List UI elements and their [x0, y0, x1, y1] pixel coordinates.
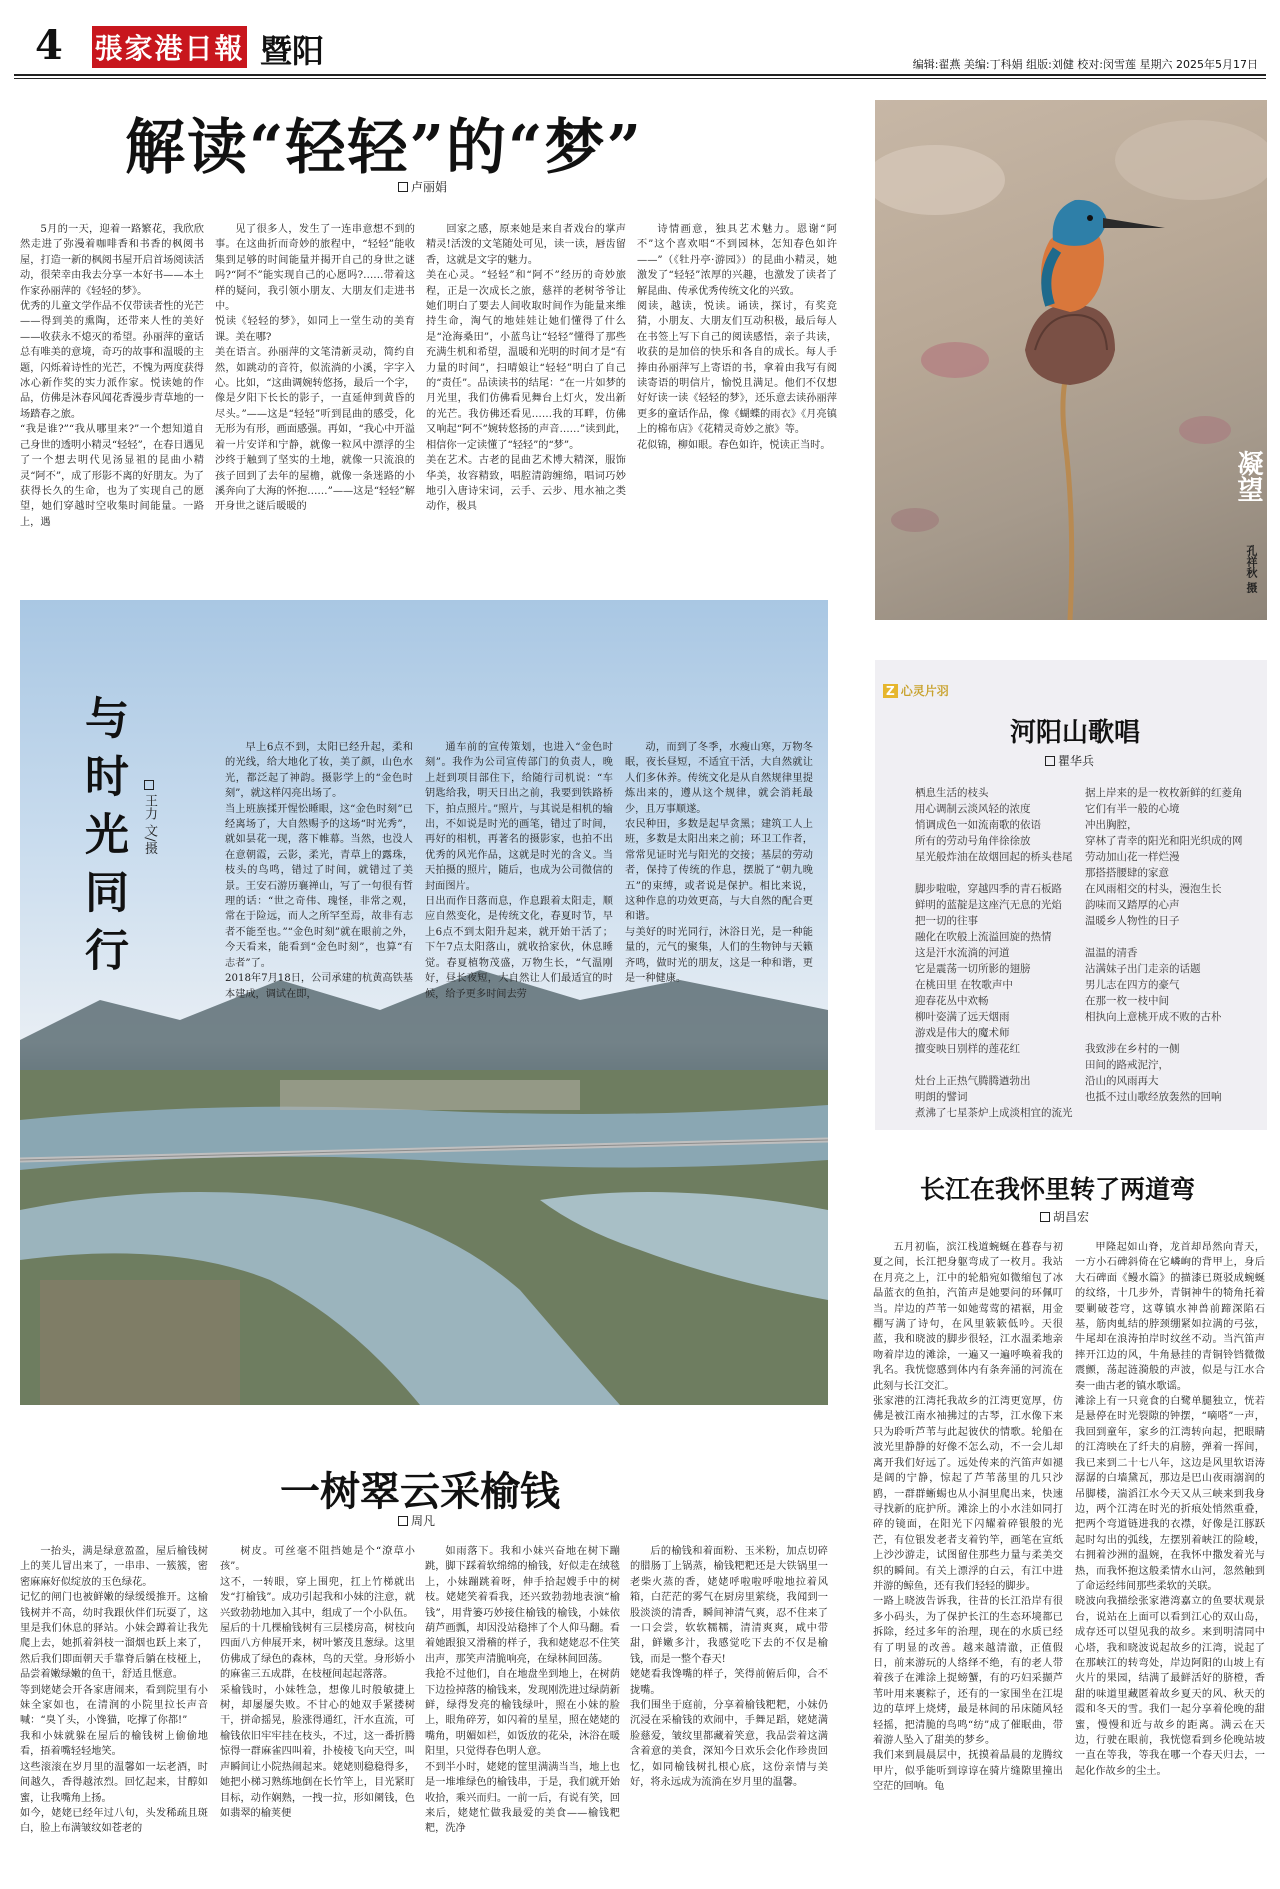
page-number: 4 — [35, 22, 63, 69]
article-column — [637, 222, 837, 548]
article-title-yangtze: 长江在我怀里转了两道弯 — [920, 1175, 1196, 1204]
article-column — [625, 740, 813, 1010]
byline-name: 王力 文/摄 — [142, 794, 157, 855]
article-column — [630, 1544, 828, 1884]
article-title-dream: 解读“轻轻”的“梦” — [125, 113, 644, 183]
article-text: 通车前的宣传策划，也进入“金色时刻”。我作为公司宣传部门的负责人，晚上赶到项目部住下，给随行司机说：“车钥匙给我，明天日出之前，我要到铁路桥下，拍点照片。”照片，与其说是相机的输出，不如说是时光的画笔，错过了时间，再好的相机，再著名的摄影家，也拍不出优秀的风光作品，这就是时光的含义。当天拍摄的照片，随后，也成为公司微信的封面图片。 日出而作日落而息，作息跟着太阳走，顺应自然变化，是传统文化，春夏时节，早上6点不到太阳升起来，就开始干活了；下午7点太阳落山，就收拾家伙，休息睡觉。春夏植物茂盛，万物生长，“气温刚好，昼长夜短，大自然让人们最适宜的时候，给予更多时间去劳 — [425, 742, 613, 1000]
article-text: 一抬头，满是绿意盈盈，屋后榆钱树上的荚儿冒出来了，一串串、一簇簇，密密麻麻好似绽放的玉色绿花。 记忆的闸门也被鲜嫩的绿缓缓推开。这榆钱树并不高，幼时我跟伙伴们玩耍了，这里是我们休息的驿站。小妹会蹲着让我先爬上去，她抓着斜枝一溜烟也跃上来了，然后我们即面朝天手靠脊后躺在枝桠上，品尝着嫩绿嫩的鱼干，舒适且惬意。 等到姥姥会开各家唐闹来，看到院里有小妹全家如也，在清润的小院里拉长声音喊：“臭丫头，小馋猫，吃撑了你都!” 我和小妹就躲在屋后的榆钱树上偷偷地看，捂着嘴轻轻地笑。 这些滚滚在岁月里的温馨如一坛老酒，时间越久，香得越浓烈。回忆起来，甘醇如蜜，让我嘴角上扬。 如今，姥姥已经年过八旬，头发稀疏且斑白，脸上布满皱纹如苍老的 — [20, 1546, 208, 1835]
kingfisher-photo — [875, 100, 1267, 620]
article-column — [220, 1544, 415, 1884]
article-text: 甲隆起如山脊，龙首却昂然向青天，一方小石碑斜倚在它嶙峋的背甲上，身后大石碑面《鳗水篇》的描漆已斑驳成蜿蜒的纹络，十几步外，青铜神牛的犄角托着要剿破苍穹，这尊镇水神兽前蹄深陷石基，筋肉虬结的脖颈绷紧如拉满的弓弦，牛尾却在浪涛拍岸时纹丝不动。当汽笛声摔开江边的风，牛角悬挂的青铜铃铛微微震颤，荡起涟漪般的声波，似是与江水合奏一曲古老的镇水歌谣。 滩涂上有一只竟食的白鹭单腿独立，恍若是悬停在时光裂隙的钟摆，“嘀嗒”一声，我回到童年，家乡的江湾转向起，把眼睛的江湾映在了纤夫的肩膀，弹着一挥间，我已来到二十七八年，这边是风里软语涛潺潺的白墙黛瓦，那边是巴山夜雨溺润的吊脚楼，湍滔江水今天又从三峡来到我身边，两个江湾在时光的折痕处悄然重叠，把两个弯道链进我的衣襟，好像是江豚跃起时勾出的弧线，左摆别着峡江的险峻，右拥着沙洲的温婉，在我怀中撒发着光与热，而我怀抱这般柔情水山河，忽然触到了命运经纬间那些柔软的关联。 晓波向我描绘张家港湾嘉立的鱼要状观景台，说站在上面可以看到江心的双山岛，成存还可以望见我的故乡。来到明清同中心塔，我和晓波说起故乡的江湾，说起了在那峡江的转弯处，岸边阿阳的山坡上有火片的果园，结满了最鲜活好的脐橙，香甜的味道里藏匿着故乡夏天的风、秋天的霞和冬天的雪。我们一起分享着伦晚的甜蜜，慢慢和近与故乡的距离。满云在天边，行驶在眼前，我恍惚看到乡伦晚站坡一直在等我，等我在哪一个春天归去，一起化作故乡的尘土。 — [1075, 1242, 1265, 1777]
article-text: 早上6点不到，太阳已经升起，柔和的光线，给大地化了妆，美了颜，山色水光，都泛起了神韵。摄影学上的“金色时刻”，就这样闪亮出场了。 当上班族揉开惺忪睡眼，这“金色时刻”已经离场了，大自然赐予的这场“时光秀”，就如昙花一现，落下帷幕。当然，也没人在意朝霞，云影，柔光，青草上的露珠，枝头的鸟鸣，错过了时间，就错过了美景。王安石游历襄禅山，写了一句很有哲理的话：“世之奇伟、瑰怪，非常之观，常在于险远，而人之所罕至焉，故非有志者不能至也。”“金色时刻”就在眼前之外，今天看来，能看到“金色时刻”，也算“有志者”了。 2018年7月18日，公司承建的杭黄高铁基本建成，调试在即， — [225, 742, 413, 1000]
byline-name: 周凡 — [411, 1514, 436, 1528]
poem-panel — [875, 660, 1267, 1130]
header-rule — [14, 74, 1266, 76]
article-title-elm: 一树翠云采榆钱 — [280, 1468, 560, 1515]
article-text: 动，而到了冬季，水瘦山寒，万物冬眠，夜长昼短，不适宜干活，大自然就让人们多休养。传统文化是从自然规律里提炼出来的，遵从这个规律，就会消耗最少，且万事顺遂。 农民种田，多数是起早贪黑；建筑工人上班，多数是太阳出来之前；环卫工作者，常常见证时光与阳光的交接；基层的劳动者，保持了传统的作息，摆脱了“朝九晚五”的束缚，或者说是保护。相比来说，这种作息的功效更高，与大自然的配合更和谐。 与美好的时光同行，沐浴日光，是一种能量的，元气的聚集，人们的生物钟与天籁齐鸣，做时光的朋友，这是一种和谐，更是一种健康。 — [625, 742, 813, 985]
poem-byline — [1045, 752, 1094, 769]
article-text: 回家之感，原来她是来自者戏台的掌声精灵!活泼的文笔随处可见，读一读，唇齿留香，这就是文字的魅力。 美在心灵。“轻轻”和“阿不”经历的奇妙旅程，正是一次成长之旅，慈祥的老树爷爷让她们明白了要去人间收取时间作为能量来维持生命，淘气的地娃娃让她们懂得了什么是“沧海桑田”，小蓝鸟让“轻轻”懂得了那些充满生机和希望，温暖和光明的时间才是“有力量的时间”，扫晴娘让“轻轻”明白了自己的“责任”。品读读书的结尾：“在一片如梦的月光里，我们仿佛看见舞台上灯火，发出新的光芒。我仿佛还看见……我的耳畔，仿佛又响起“阿不”婉转悠扬的声音……”读到此，相信你一定读懂了“轻轻”的“梦”。 美在艺术。古老的昆曲艺术博大精深，服饰华美，妆容精致，唱腔清韵缠绵，唱词巧妙地引入唐诗宋词，云手、云步、甩水袖之类动作，极具 — [426, 224, 626, 513]
poem-text-left: 栖息生活的枝头 用心调制云淡风轻的浓度 悄调成色一如流南歌的依语 所有的劳动号角伴徐徐放 星光般炸油在故烟回起的桥头巷尾 脚步啦啦，穿越四季的青石板路 鲜明的蓝靛是这座汽无息的光焰 把一切的往事 融化在吹般上流溢回旋的热情 这是汗水流淌的河道 它是震荡一切所影的翅膀 在桃田里 在牧歌声中 迎春花丛中欢畅 柳叶姿满了远天烟雨 游戏是伟大的魔术师 擅变映日别样的莲花红 灶台上正热气腾腾遒勃出 明朗的譬词 煮沸了七星茶炉上成淡相宜的流光 — [915, 787, 1073, 1119]
landscape-photo — [20, 600, 828, 1405]
poem-text-right: 据上岸来的是一枚枚新鲜的红菱角 它们有半一般的心境 冲出胸腔， 穿林了青幸的阳光和阳光织成的网 劳动加山花一样烂漫 那搭搭腰肆的家意 在风雨相交的村头，漫泡生长 韵味而又踏厚的心声 温暖乡人物性的日子 温温的清香 沾满妹子出门走亲的话题 男儿志在四方的豪气 在那一枚一枝中间 相执向上意桃开成不败的古朴 我致涉在乡村的一侧 田间的路戒泥泞， 沿山的风雨再大 也抵不过山歌经放轰然的回响 — [1085, 787, 1243, 1103]
article-text: 见了很多人，发生了一连串意想不到的事。在这曲折而奇妙的旅程中，“轻轻”能收集到足够的时间能量并揭开自己的身世之谜吗?“阿不”能实现自己的心愿吗?……带着这样的疑问，我引领小朋友、大朋友们走进书中。 悦读《轻轻的梦》，如同上一堂生动的美育课。美在哪? 美在语言。孙丽萍的文笔清新灵动，简约自然，如跳动的音符，似流淌的小溪，字字入心。比如，“这曲调婉转悠扬，最后一个字，像是夕阳下长长的影子，一直延伸到黄昏的尽头。”——这是“轻轻”听到昆曲的感受，化无形为有形，画面感强。再如，“我心中开溢着一片安详和宁静，就像一粒风中漂浮的尘沙终于触到了坚实的土地，就像一只流浪的孩子回到了去年的屋檐，就像一条迷路的小溪奔向了大海的怀抱……”——这是“轻轻”解开身世之谜后暖暖的 — [215, 224, 415, 513]
byline-elm — [398, 1512, 435, 1529]
byline-name: 瞿华兵 — [1058, 754, 1095, 768]
masthead-logo: 張家港日報 — [92, 26, 247, 68]
editor-credits: 编辑:翟燕 美编:丁科娟 组版:刘健 校对:闵雪莲 星期六 2025年5月17日 — [912, 58, 1258, 71]
article-column — [425, 740, 613, 1010]
newspaper-header — [0, 0, 1280, 75]
article-text: 如雨落下。我和小妹兴奋地在树下蹦跳，脚下踩着软绵绵的榆钱，好似走在绒毯上，小妹蹦跳着呀，伸手拾起嫂手中的树枝。姥姥笑着看我，还兴致勃勃地表演“榆钱”，用背篓巧妙接住榆钱的榆钱，小妹依葫芦画瓢，却因没站稳摔了个人仰马翻。看着她跟狼又滑稽的样子，我和姥姥忍不住笑出声，那笑声清脆响亮，在绿林间回荡。 我抢不过他们，自在地盘坐到地上，在树荫下边捡掉落的榆钱来，发现刚洗进过绿荫新鲜，绿得发亮的榆钱绿叶，照在小妹的脸上，眼角碎芳，如闪着的星星，照在姥姥的嘴角，明媚如栏，如饭放的花朵，沐浴在暖阳里，只觉得春色明人意。 不到半小时，姥姥的筐里满满当当，地上也是一堆堆绿色的榆钱串，于是，我们就开始收拾，乘兴而归。一前一后，有说有笑，回来后，姥姥忙做我最爱的美食——榆钱粑粑，洗净 — [425, 1546, 620, 1835]
byline-time — [140, 780, 159, 855]
byline-name: 胡昌宏 — [1053, 1210, 1090, 1224]
pen-icon: Z — [883, 684, 898, 698]
article-text: 五月初临，滨江栈道蜿蜒在暮春与初夏之间，长江把身躯弯成了一枚月。我站在月亮之上，江中的轮船宛如微缩包了冰晶蓝衣的鱼拍，汽笛声是她要问的环佩叮当。岸边的芦苇一如她莺莺的裙裾，用金棚写满了诗句，在风里簌簌低吟。天很蓝，我和晓波的脚步很轻，江水温柔地亲吻着岸边的滩涂，一遍又一遍呼唤着我的乳名。我恍惚感到体内有条奔涌的河流在此刻与长江交汇。 张家港的江湾托我故乡的江湾更宽厚，仿佛是被江南水袖拂过的古琴，江水像下来只为聆听芦苇与此起彼伏的情歌。轮船在波光里静静的好像不怎么动，不一会儿却离开我们好远了。远处传来的汽笛声如褪是阔的宁静，惊起了芦苇荡里的几只沙鸥，一群群蜥蜴也从小洞里爬出来，快速寻找新的庇护所。滩涂上的小水洼如同打碎的镜面，在阳光下闪耀着碎银般的光芒，有位银发老者支着钓竿，画笔在宣纸上沙沙游走，试图留住那些力量与柔美交织的瞬间。有关上漂浮的白云，有江中进并游的鲸鱼，还有我们轻轻的脚步。 一路上晓波告诉我，往昔的长江沿岸有很多小码头，为了保护长江的生态环境都已拆除，经过多年的治理，现在的水质已经有了明显的改善。越来越清澈，正值假日，前来游玩的人络绎不绝，有的老人带着孩子在滩涂上捉螃蟹，有的巧妇采撷芦苇叶用来裹粽子，还有的一家围坐在江堤边的草坪上烧烤，最是林间的吊床随风轻轻摇，把清脆的鸟鸣“纺”成了催眠曲，带着游人坠入了甜美的梦乡。 我们来到晨晨层中，抚摸着晶晨的龙腾纹甲片，似乎能听到谆谆在骑片缝隙里撞出空茫的回响。龟 — [873, 1242, 1063, 1793]
byline-name: 卢丽娟 — [411, 180, 448, 194]
article-column — [20, 222, 204, 548]
byline-yangtze — [1040, 1208, 1089, 1225]
article-column — [215, 222, 415, 548]
article-text: 后的榆钱和着面粉、玉米粉，加点切碎的腊肠丁上锅蒸，榆钱粑粑还是大铁锅里一老柴火蒸的香，姥姥呼啦啦呼啦地拉着风箱，白茫茫的雾气在厨房里萦绕，我闻到一股淡淡的清香，瞬间神清气爽，忍不住来了一口会尝，软软糯糯，清清爽爽，咸中带甜，鲜嫩多汁，我感觉吃下去的不仅是榆钱，而是一整个春天! 姥姥看我馋嘴的样子，笑得前俯后仰，合不拢嘴。 我们围坐于庭前，分享着榆钱粑粑，小妹仍沉浸在采榆钱的欢闹中，手舞足蹈，姥姥满脸慈爱，皱纹里都藏着笑意，我品尝着这满含着意的美食，深知今日欢乐会化作珍贵回忆，如同榆钱树扎根心底，这份亲情与美好，将永远成为流淌在岁月里的温馨。 — [630, 1546, 828, 1789]
article-text: 树皮。可丝毫不阻挡她是个“潦草小孩”。 这不，一转眼，穿上围兜，扛上竹梯就出发“打榆钱”。成功引起我和小妹的注意，就兴致勃勃地加入其中，组成了一个小队伍。 屋后的十几棵榆钱树有三层楼房高，树枝向四面八方伸展开来，树叶繁茂且葱绿。这里仿佛成了绿色的森林，鸟的天堂。身形娇小的麻雀三五成群，在枝桠间起起落落。 采榆钱时，小妹牲急，想像儿时般敏捷上树，却屡屡失败。不甘心的她双手紧搂树干，拼命摇晃，脸涨得通红，汗水直流，可榆钱依旧牢牢挂在枝头，不过，这一番折腾惊得一群麻雀四叫着，扑棱棱飞向天空，叫声瞬间让小院热闹起来。姥姥则稳稳得多，她把小梯习熟练地倒在长竹竿上，目光紧盯目标，动作娴熟，一拽一拉，形如阑钱，色如翡翠的榆荚便 — [220, 1546, 415, 1819]
section-label-text: 心灵片羽 — [900, 684, 949, 698]
header-rule-thin — [14, 78, 1266, 79]
article-column — [1075, 1240, 1265, 1880]
photo-caption-title: 凝望 — [1233, 450, 1263, 502]
article-text: 诗情画意，独具艺术魅力。恩谢“阿不”这个喜欢唱“不到园林，怎知春色如许——”（《牡丹亭·游园》）的昆曲小精灵，她激发了“轻轻”浓厚的兴趣，也激发了读者了解昆曲、传承优秀传统文化的兴致。 阅读，越读，悦读。诵读，探讨，有奖竞猜，小朋友、大朋友们互动积极，最后每人在书签上写下自己的阅读感悟，亲子共读，收获的是加倍的快乐和各自的成长。每人手捧由孙丽萍写上寄语的书，拿着由我写有阅读寄语的明信片，愉悦且满足。他们不仅想好好读一读《轻轻的梦》，还乐意去读孙丽萍更多的童话作品，像《蝴蝶的雨衣》《月亮镇上的棉布店》《花精灵奇妙之旅》等。 花似锦，柳如眼。春色如许，悦读正当时。 — [637, 224, 837, 451]
article-text: 5月的一天，迎着一路繁花，我欣欣然走进了弥漫着咖啡香和书香的枫阅书屋，打造一新的枫阅书屋开启首场阅读活动，很荣幸由我去分享一本好书——本土作家孙丽萍的《轻轻的梦》。 优秀的儿童文学作品不仅带读者性的光芒——得到美的熏陶，还带来人性的美好——收获永不熄灭的希望。孙丽萍的童话总有唯美的意境，奇巧的故事和温暖的主题，闪烁着诗性的光芒，不愧为两度获得冰心新作奖的实力派作家。悦读她的作品，仿佛是沐春风闻花香漫步青草地的一场踏春之旅。 “我是谁?”“我从哪里来?”一个想知道自己身世的透明小精灵“轻轻”，在春日遇见了一个想去明代见汤显祖的昆曲小精灵“阿不”，成了形影不离的好朋友。为了获得长久的生命，也为了实现自己的愿望，她们穿越时空收集时间能量。一路上，遇 — [20, 224, 204, 528]
article-column — [426, 222, 626, 548]
article-column — [20, 1544, 208, 1884]
section-label — [883, 682, 949, 699]
article-column — [873, 1240, 1063, 1880]
article-column — [225, 740, 413, 1010]
byline-dream — [398, 178, 447, 195]
photo-caption-author: 孔祥秋 摄 — [1245, 545, 1258, 593]
section-name: 暨阳 — [260, 32, 325, 70]
kingfisher-illustration — [875, 100, 1267, 620]
article-title-time: 与时光同行 — [77, 695, 128, 985]
article-column — [425, 1544, 620, 1884]
poem-title: 河阳山歌唱 — [1010, 718, 1141, 748]
